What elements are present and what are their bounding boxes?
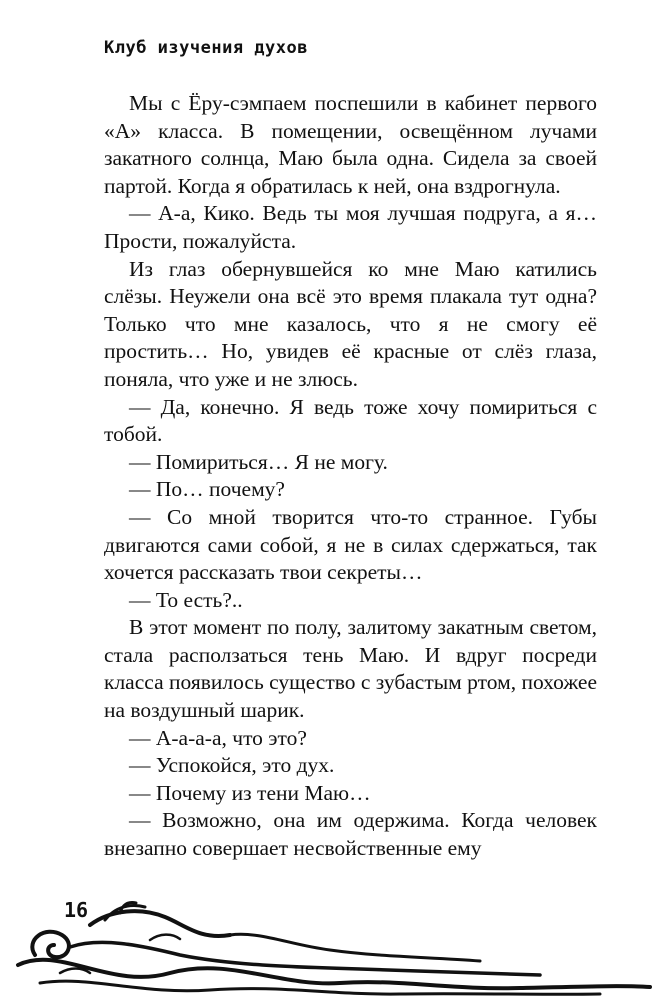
paragraph: — Возможно, она им одержима. Когда человек внезапно совершает несвойственные ему (104, 808, 597, 861)
paragraph: — Помириться… Я не могу. (129, 449, 388, 474)
page-number: 16 (64, 898, 89, 922)
body-text (104, 90, 597, 863)
wave-ornament (0, 895, 658, 1000)
paragraph: Из глаз обернувшейся ко мне Маю катились слёзы. Неужели она всё это время плакала тут одна? Только что мне казалось, что я не смогу её простить… Но, увидев её красные от слёз глаза, поняла, что уже и не злюсь. (104, 256, 597, 391)
paragraph: — Со мной творится что-то странное. Губы двигаются сами собой, я не в силах сдержаться, так хочется рассказать твои секреты… (104, 504, 597, 585)
paragraph: — А-а-а-а, что это? (129, 725, 307, 750)
paragraph: Мы с Ёру-сэмпаем поспешили в кабинет первого «А» класса. В помещении, освещённом лучами закатного солнца, Маю была одна. Сидела за своей партой. Когда я обратилась к ней, она вздрогнула. (104, 91, 597, 198)
paragraph: В этот момент по полу, залитому закатным светом, стала расползаться тень Маю. И вдруг посреди класса появилось существо с зубастым ртом, похожее на воздушный шарик. (104, 615, 597, 723)
paragraph: — По… почему? (129, 477, 285, 502)
paragraph: — Да, конечно. Я ведь тоже хочу помириться с тобой. (104, 394, 597, 447)
paragraph: — Почему из тени Маю… (129, 780, 371, 805)
running-head: Клуб изучения духов (104, 38, 308, 58)
paragraph: — То есть?.. (129, 587, 243, 612)
paragraph: — А-а, Кико. Ведь ты моя лучшая подруга, а я… Прости, пожалуйста. (104, 201, 597, 253)
paragraph: — Успокойся, это дух. (129, 753, 335, 778)
